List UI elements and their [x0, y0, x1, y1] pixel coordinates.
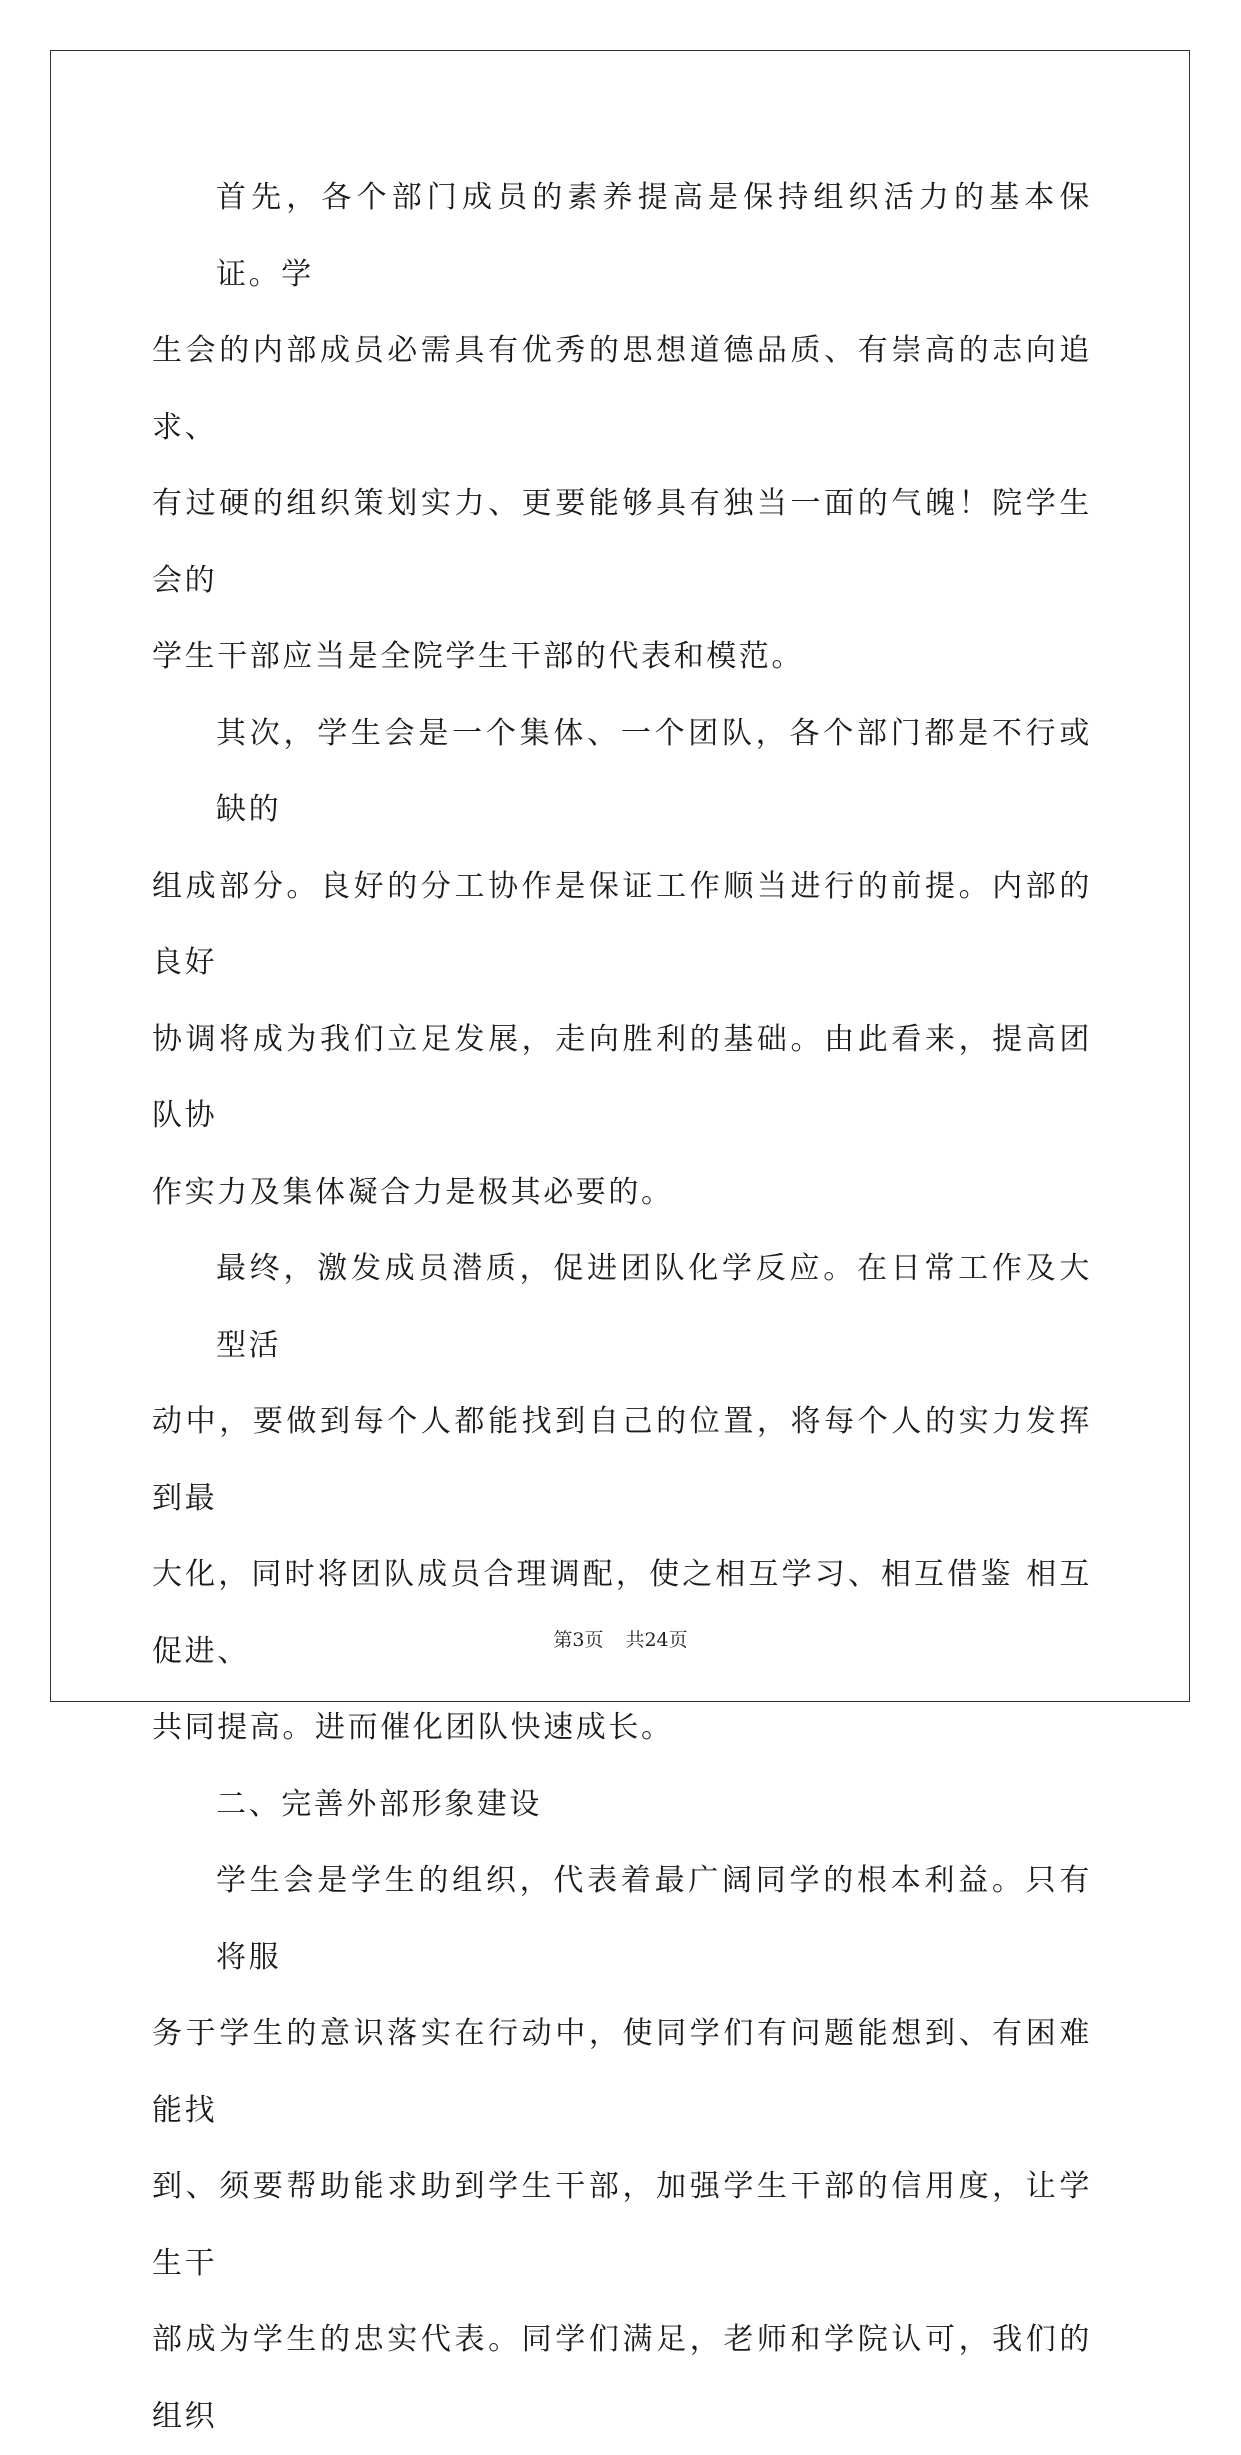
paragraph-3 [152, 1231, 1092, 1767]
text-line: 部成为学生的忠实代表。同学们满足，老师和学院认可，我们的组织 [152, 2322, 1092, 2434]
text-line: 作实力及集体凝合力是极其必要的。 [152, 1174, 674, 1210]
text-line: 其次，学生会是一个集体、一个团队，各个部门都是不行或缺的 [216, 715, 1092, 827]
text-line: 大化，同时将团队成员合理调配，使之相互学习、相互借鉴 相互促进、 [152, 1557, 1092, 1669]
text-line: 协调将成为我们立足发展，走向胜利的基础。由此看来，提高团队协 [152, 1021, 1092, 1133]
text-line: 务于学生的意识落实在行动中，使同学们有问题能想到、有困难能找 [152, 2016, 1092, 2128]
section-heading [152, 1767, 1092, 1844]
text-line: 动中，要做到每个人都能找到自己的位置，将每个人的实力发挥到最 [152, 1404, 1092, 1516]
text-line: 二、完善外部形象建设 [216, 1786, 542, 1822]
paragraph-1 [152, 160, 1092, 696]
text-line: 共同提高。进而催化团队快速成长。 [152, 1710, 674, 1745]
text-line: 最终，激发成员潜质，促进团队化学反应。在日常工作及大型活 [216, 1251, 1092, 1363]
page-footer [0, 1625, 1241, 1652]
total-pages: 共24页 [625, 1629, 688, 1651]
paragraph-5 [152, 1843, 1092, 2455]
page-number: 第3页 [553, 1629, 604, 1651]
text-line: 组成部分。良好的分工协作是保证工作顺当进行的前提。内部的良好 [152, 868, 1092, 980]
text-line: 首先，各个部门成员的素养提高是保持组织活力的基本保证。学 [216, 180, 1092, 292]
text-line: 生会的内部成员必需具有优秀的思想道德品质、有崇高的志向追求、 [152, 333, 1092, 445]
text-line: 学生干部应当是全院学生干部的代表和模范。 [152, 639, 804, 674]
document-body [152, 160, 1092, 2455]
paragraph-2 [152, 696, 1092, 1232]
text-line: 到、须要帮助能求助到学生干部，加强学生干部的信用度，让学生干 [152, 2169, 1092, 2281]
text-line: 有过硬的组织策划实力、更要能够具有独当一面的气魄！院学生会的 [152, 486, 1092, 598]
text-line: 学生会是学生的组织，代表着最广阔同学的根本利益。只有将服 [216, 1863, 1092, 1975]
